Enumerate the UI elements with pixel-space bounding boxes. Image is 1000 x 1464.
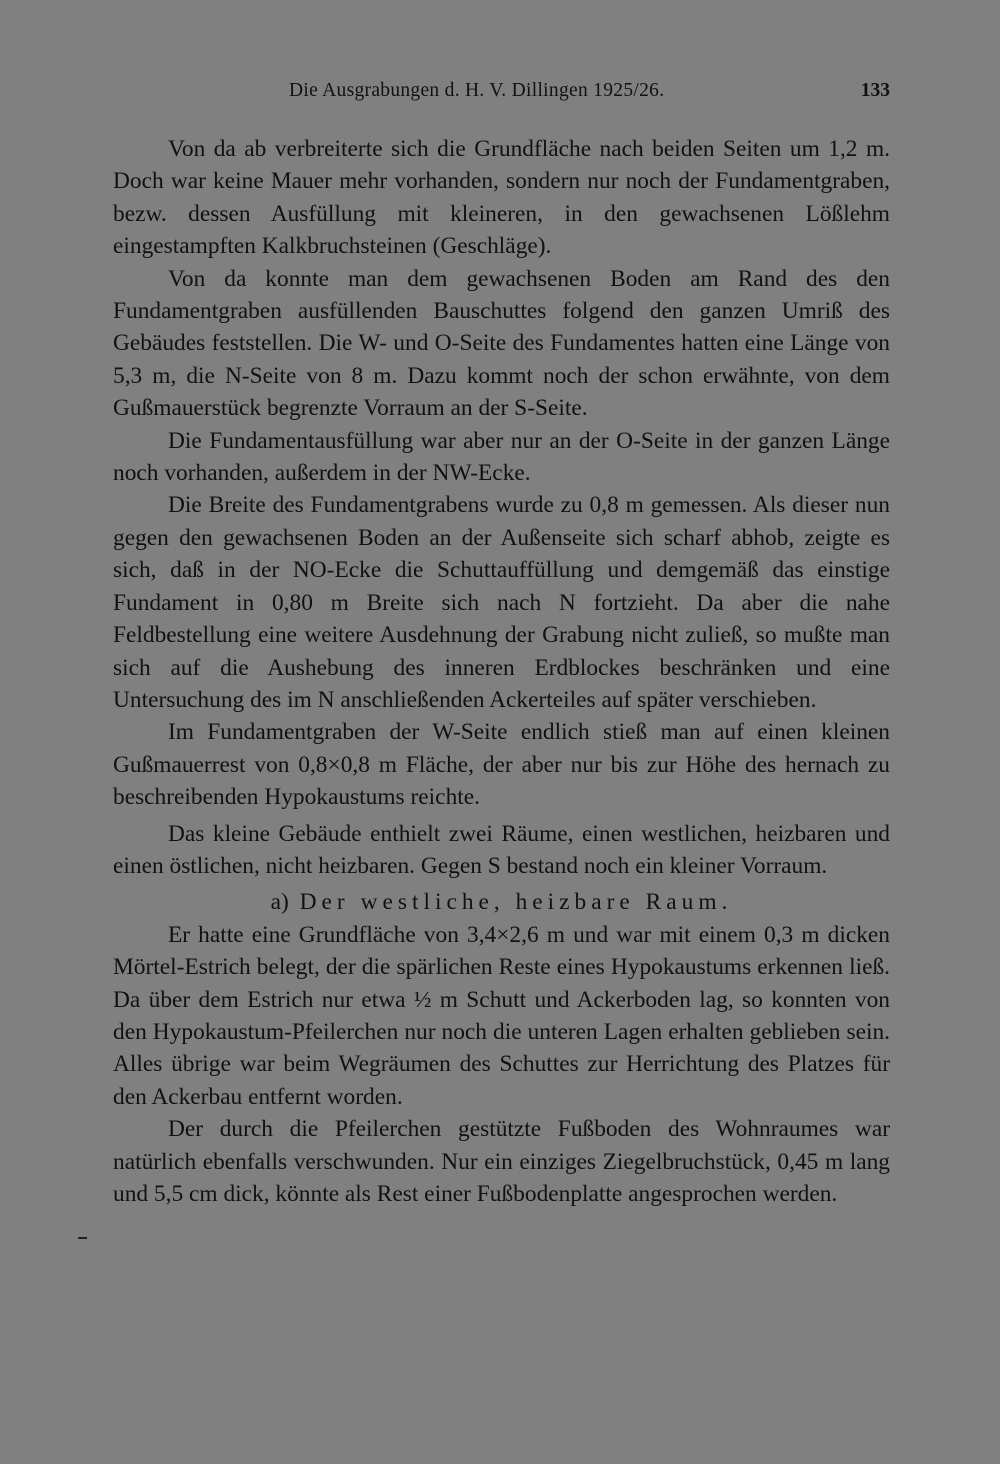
section-heading [113, 886, 890, 918]
section-heading-title: Der westliche, heizbare Raum. [299, 889, 733, 916]
paragraph: Das kleine Gebäude enthielt zwei Räume, einen westlichen, heizbaren und einen östlichen, nicht heizbaren. Gegen S bestand noch ein kleiner Vorraum. [113, 820, 890, 879]
running-title: Die Ausgrabungen d. H. V. Dillingen 1925/26. [289, 80, 665, 101]
section-heading-number: a) [270, 889, 289, 916]
margin-mark [78, 1237, 87, 1239]
main-text [113, 133, 890, 1210]
paragraph: Der durch die Pfeilerchen gestützte Fußboden des Wohnraumes war natürlich ebenfalls verschwunden. Nur ein einziges Ziegelbruchstück, 0,45 m lang und 5,5 cm dick, könnte als Rest einer Fußbodenplatte angesprochen werden. [113, 1116, 890, 1207]
paragraph: Von da konnte man dem gewachsenen Boden am Rand des den Fundamentgraben ausfüllenden Bauschuttes folgend den ganzen Umriß des Gebäudes feststellen. Die W- und O-Seite des Fundamentes hatten eine Länge von 5,3 m, die N-Seite von 8 m. Dazu kommt noch der schon erwähnte, von dem Gußmauerstück begrenzte Vorraum an der S-Seite. [113, 265, 890, 422]
paragraph: Die Breite des Fundamentgrabens wurde zu 0,8 m gemessen. Als dieser nun gegen den gewachsenen Boden an der Außenseite sich scharf abhob, zeigte es sich, daß in der NO-Ecke die Schuttauffüllung und demgemäß das einstige Fundament in 0,80 m Breite sich nach N fortzieht. Da aber die nahe Feldbestellung eine weitere Ausdehnung der Grabung nicht zuließ, so mußte man sich auf die Aushebung des inneren Erdblockes beschränken und eine Untersuchung des im N anschließenden Ackerteiles auf später verschieben. [113, 492, 890, 713]
page-number: 133 [860, 80, 890, 101]
paragraph: Von da ab verbreiterte sich die Grundfläche nach beiden Seiten um 1,2 m. Doch war keine Mauer mehr vorhanden, sondern nur noch der Fundamentgraben, bezw. dessen Ausfüllung mit kleineren, in den gewachsenen Lößlehm eingestampften Kalkbruchsteinen (Geschläge). [113, 136, 890, 260]
paragraph: Er hatte eine Grundfläche von 3,4×2,6 m und war mit einem 0,3 m dicken Mörtel-Estrich belegt, der die spärlichen Reste eines Hypokaustums erkennen ließ. Da über dem Estrich nur etwa ½ m Schutt und Ackerboden lag, so konnten von den Hypokaustum-Pfeilerchen nur noch die unteren Lagen erhalten geblieben sein. Alles übrige war beim Wegräumen des Schuttes zur Herrichtung des Platzes für den Ackerbau entfernt worden. [113, 921, 890, 1110]
paragraph: Im Fundamentgraben der W-Seite endlich stieß man auf einen kleinen Gußmauerrest von 0,8×0,8 m Fläche, der aber nur bis zur Höhe des hernach zu beschreibenden Hypokaustums reichte. [113, 719, 890, 811]
paragraph: Die Fundamentausfüllung war aber nur an der O-Seite in der ganzen Länge noch vorhanden, außerdem in der NW-Ecke. [113, 427, 890, 487]
running-header [113, 80, 890, 114]
